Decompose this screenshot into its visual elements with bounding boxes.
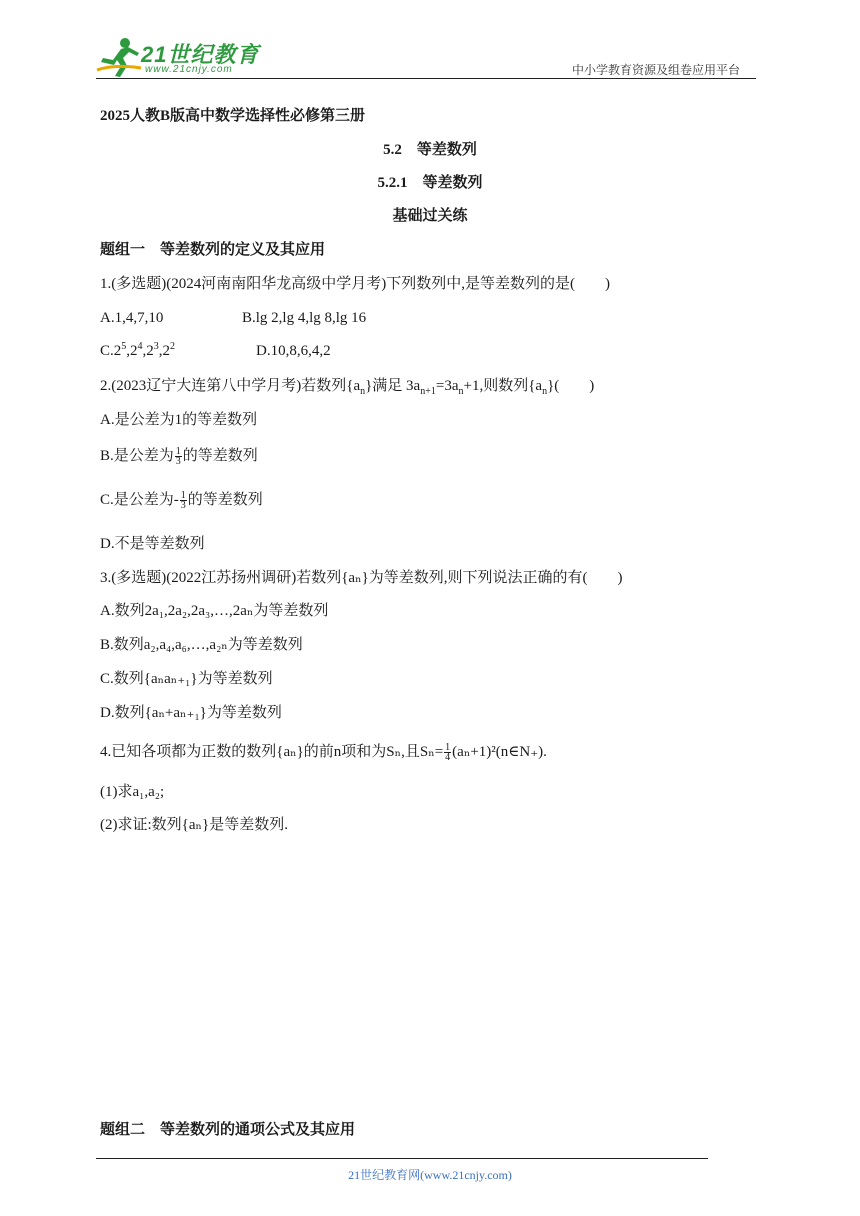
q2-option-a: A.是公差为1的等差数列: [100, 412, 258, 428]
logo-text: 21世纪教育: [141, 42, 260, 67]
q3-option-a: A.数列2a₁,2a₂,2a₃,…,2aₙ为等差数列: [100, 603, 329, 619]
q1-option-d: D.10,8,6,4,2: [256, 343, 331, 359]
header-right-text: 中小学教育资源及组卷应用平台: [572, 63, 741, 77]
q3-stem: 3.(多选题)(2022江苏扬州调研)若数列{aₙ}为等差数列,则下列说法正确的有( ): [100, 570, 623, 586]
q2-option-d: D.不是等差数列: [100, 536, 205, 552]
footer-text: 21世纪教育网(www.21cnjy.com): [348, 1168, 512, 1182]
q4-part-2: (2)求证:数列{aₙ}是等差数列.: [100, 817, 288, 833]
logo: [95, 36, 265, 80]
q4-part-1: (1)求a₁,a₂;: [100, 784, 165, 800]
footer-rule: [96, 1158, 708, 1159]
q2-option-b: B.是公差为 $\frac{1}{3}$ 的等差数列: [100, 446, 258, 468]
logo-url: www.21cnjy.com: [145, 64, 233, 75]
q2-option-c: C.是公差为- $\frac{1}{3}$ 的等差数列: [100, 490, 263, 512]
group-title-1: 题组一 等差数列的定义及其应用: [100, 242, 326, 258]
q1-stem: 1.(多选题)(2024河南南阳华龙高级中学月考)下列数列中,是等差数列的是( ): [100, 276, 610, 292]
part-title: 基础过关练: [392, 208, 468, 224]
q1-option-b: B.lg 2,lg 4,lg 8,lg 16: [242, 310, 367, 326]
q3-option-b: B.数列a₂,a₄,a₆,…,a₂ₙ为等差数列: [100, 637, 303, 653]
q4-stem: 4.已知各项都为正数的数列{aₙ}的前n项和为Sₙ,且Sₙ= $\frac{1}{4}$ (aₙ+1)²(n∈N₊).: [100, 742, 547, 764]
runner-logo-icon: [95, 36, 143, 78]
q1-option-c: $C.2^5,2^4,2^3,2^2$: [100, 341, 176, 359]
q1-option-a: A.1,4,7,10: [100, 310, 164, 326]
subsection-title: 5.2.1 等差数列: [377, 175, 483, 191]
section-title: 5.2 等差数列: [383, 142, 477, 158]
book-title: 2025人教B版高中数学选择性必修第三册: [100, 108, 366, 124]
q3-option-d: D.数列{aₙ+aₙ₊₁}为等差数列: [100, 705, 282, 721]
q3-option-c: C.数列{aₙaₙ₊₁}为等差数列: [100, 671, 273, 687]
q2-stem: 2.(2023辽宁大连第八中学月考)若数列$\{a_n\}$满足 $3a_{n+1}=3a_n+1$,则数列$\{a_n\}$( ): [100, 378, 595, 397]
header: [0, 0, 860, 90]
group-title-2: 题组二 等差数列的通项公式及其应用: [100, 1122, 356, 1138]
header-rule: [96, 78, 756, 79]
